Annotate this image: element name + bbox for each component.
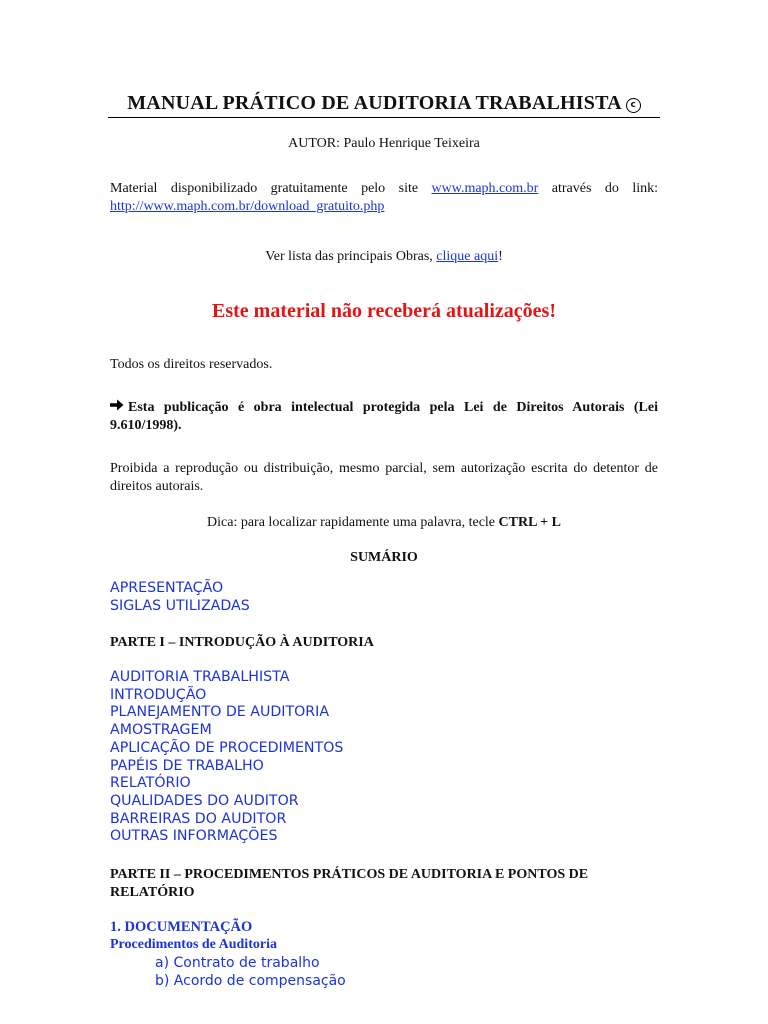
search-tip-shortcut: CTRL + L xyxy=(498,515,561,530)
works-suffix: ! xyxy=(498,249,503,264)
works-line xyxy=(110,248,658,266)
toc-link-auditoria-trabalhista[interactable]: AUDITORIA TRABALHISTA xyxy=(110,669,290,685)
part1-heading: PARTE I – INTRODUÇÃO À AUDITORIA xyxy=(110,635,374,650)
prohibition-paragraph: Proibida a reprodução ou distribuição, mesmo parcial, sem autorização escrita do detentor de direitos autorais. xyxy=(110,461,658,494)
search-tip xyxy=(110,514,658,532)
download-link[interactable]: http://www.maph.com.br/download_gratuito.php xyxy=(110,198,385,214)
page-title xyxy=(108,92,660,115)
copyright-law-paragraph xyxy=(110,399,658,434)
toc-intro-list xyxy=(110,580,250,615)
toc-link-papeis[interactable]: PAPÉIS DE TRABALHO xyxy=(110,757,264,774)
works-prefix: Ver lista das principais Obras, xyxy=(265,249,433,264)
rights-reserved: Todos os direitos reservados. xyxy=(110,357,273,372)
no-updates-notice: Este material não receberá atualizações! xyxy=(212,300,556,322)
part2-heading: PARTE II – PROCEDIMENTOS PRÁTICOS DE AUDITORIA E PONTOS DE RELATÓRIO xyxy=(110,867,589,900)
arrow-right-icon xyxy=(110,399,124,417)
site-link[interactable]: www.maph.com.br xyxy=(431,181,539,196)
toc-link-contrato[interactable]: a) Contrato de trabalho xyxy=(155,955,320,971)
toc-link-introducao[interactable]: INTRODUÇÃO xyxy=(110,686,207,703)
works-link[interactable]: clique aqui xyxy=(436,249,499,264)
section1-items xyxy=(155,954,346,990)
material-paragraph xyxy=(110,180,658,215)
toc-link-planejamento[interactable]: PLANEJAMENTO DE AUDITORIA xyxy=(110,704,330,721)
toc-link-siglas[interactable]: SIGLAS UTILIZADAS xyxy=(110,597,250,614)
summary-heading: SUMÁRIO xyxy=(350,550,418,565)
toc-link-barreiras[interactable]: BARREIRAS DO AUDITOR xyxy=(110,810,287,827)
toc-link-acordo[interactable]: b) Acordo de compensação xyxy=(155,973,346,989)
toc-link-apresentacao[interactable]: APRESENTAÇÃO xyxy=(110,580,224,596)
section1-heading[interactable]: 1. DOCUMENTAÇÃO xyxy=(110,919,253,935)
material-middle: através do link: xyxy=(551,181,658,196)
title-underline xyxy=(108,117,660,118)
toc-link-amostragem[interactable]: AMOSTRAGEM xyxy=(110,722,212,739)
page-title-text: MANUAL PRÁTICO DE AUDITORIA TRABALHISTA xyxy=(127,92,622,114)
copyright-icon: c xyxy=(626,98,641,113)
search-tip-text: Dica: para localizar rapidamente uma palavra, tecle xyxy=(207,515,496,530)
material-prefix: Material disponibilizado gratuitamente pelo site xyxy=(110,181,419,196)
toc-part1-list xyxy=(110,669,343,846)
section1-subheading[interactable]: Procedimentos de Auditoria xyxy=(110,937,277,952)
toc-link-outras[interactable]: OUTRAS INFORMAÇÕES xyxy=(110,828,278,845)
toc-link-aplicacao[interactable]: APLICAÇÃO DE PROCEDIMENTOS xyxy=(110,739,344,756)
author-line: AUTOR: Paulo Henrique Teixeira xyxy=(288,136,480,151)
copyright-law-text: Esta publicação é obra intelectual protegida pela Lei de Direitos Autorais (Lei 9.610/1998). xyxy=(110,400,658,433)
toc-link-qualidades[interactable]: QUALIDADES DO AUDITOR xyxy=(110,792,299,809)
toc-link-relatorio[interactable]: RELATÓRIO xyxy=(110,775,191,792)
